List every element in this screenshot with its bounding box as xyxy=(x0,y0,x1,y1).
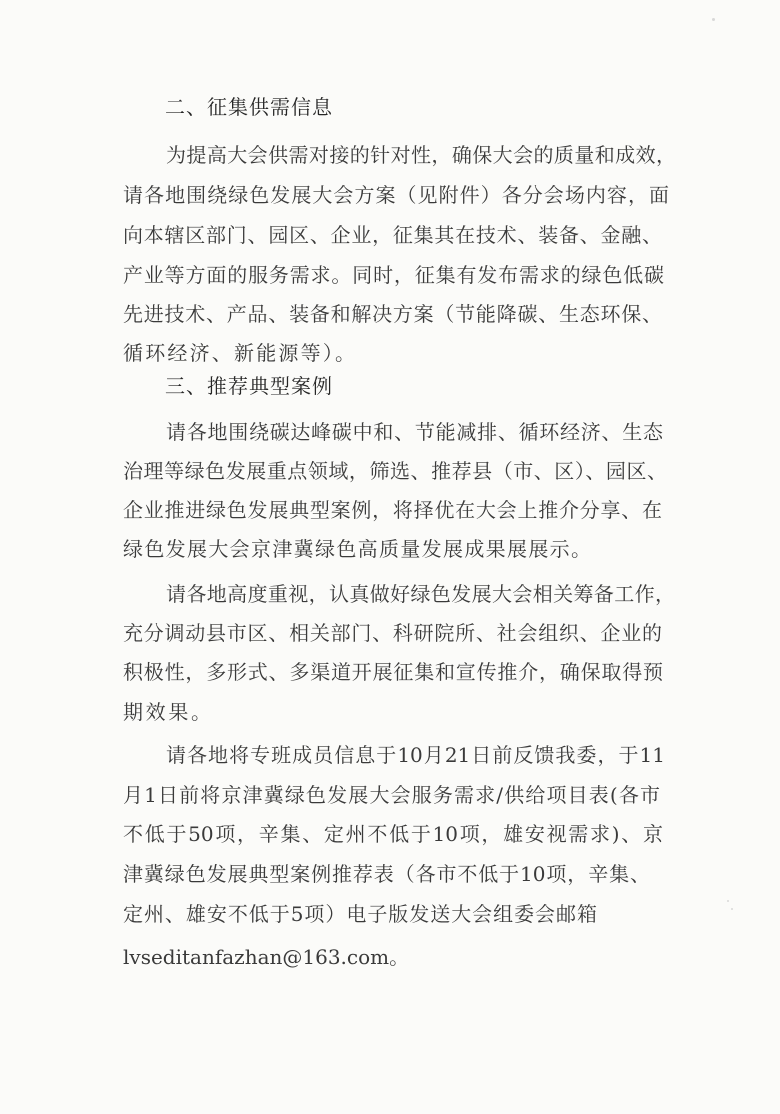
paragraph-line: 请各地围绕绿色发展大会方案（见附件）各分会场内容，面 xyxy=(123,183,669,207)
paragraph-line: 充分调动县市区、相关部门、科研院所、社会组织、企业的 xyxy=(123,621,662,645)
paragraph-line: 产业等方面的服务需求。同时，征集有发布需求的绿色低碳 xyxy=(123,263,664,287)
scan-speck xyxy=(712,18,715,21)
paragraph-line: 月1日前将京津冀绿色发展大会服务需求/供给项目表(各市 xyxy=(123,783,660,807)
paragraph-line: 先进技术、产品、装备和解决方案（节能降碳、生态环保、 xyxy=(123,302,662,326)
section-heading-typical-cases: 三、推荐典型案例 xyxy=(165,374,333,398)
paragraph-line: 向本辖区部门、园区、企业，征集其在技术、装备、金融、 xyxy=(123,223,662,247)
paragraph-line: 治理等绿色发展重点领域，筛选、推荐县（市、区）、园区、 xyxy=(123,459,667,483)
paragraph-line: 不低于50项，辛集、定州不低于10项，雄安视需求)、京 xyxy=(123,822,663,846)
paragraph-line: 积极性，多形式、多渠道开展征集和宣传推介，确保取得预 xyxy=(123,660,663,684)
scan-speck xyxy=(727,900,729,902)
paragraph-line: 绿色发展大会京津冀绿色高质量发展成果展展示。 xyxy=(123,537,591,561)
paragraph-line: 为提高大会供需对接的针对性，确保大会的质量和成效， xyxy=(166,143,676,167)
section-heading-supply-demand: 二、征集供需信息 xyxy=(165,95,333,119)
paragraph-line: 请各地高度重视，认真做好绿色发展大会相关筹备工作， xyxy=(166,582,675,606)
email-address-line: lvseditanfazhan@163.com。 xyxy=(123,945,410,969)
paragraph-line: 企业推进绿色发展典型案例，将择优在大会上推介分享、在 xyxy=(123,498,662,522)
paragraph-line: 请各地将专班成员信息于10月21日前反馈我委，于11 xyxy=(166,743,665,767)
paragraph-line: 定州、雄安不低于5项）电子版发送大会组委会邮箱 xyxy=(123,902,597,926)
paragraph-line: 请各地围绕碳达峰碳中和、节能减排、循环经济、生态 xyxy=(166,420,663,444)
paragraph-line: 期效果。 xyxy=(123,700,211,724)
paragraph-line: 津冀绿色发展典型案例推荐表（各市不低于10项，辛集、 xyxy=(123,862,650,886)
scan-speck xyxy=(731,908,733,910)
paragraph-line: 循环经济、新能源等）。 xyxy=(123,341,355,365)
